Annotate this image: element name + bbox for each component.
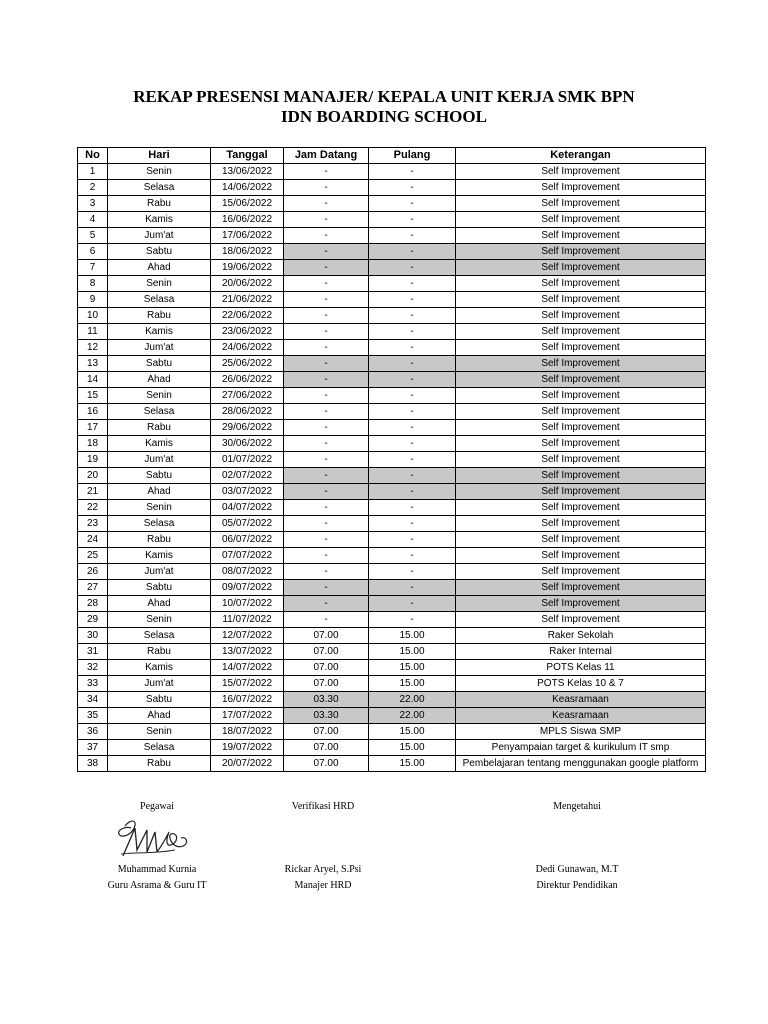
cell-no: 19 — [78, 452, 108, 468]
cell-no: 16 — [78, 404, 108, 420]
cell-keterangan: Self Improvement — [456, 468, 706, 484]
cell-pulang: - — [369, 420, 456, 436]
cell-jam-datang: - — [284, 164, 369, 180]
cell-hari: Sabtu — [108, 692, 211, 708]
cell-hari: Kamis — [108, 324, 211, 340]
cell-keterangan: Self Improvement — [456, 372, 706, 388]
cell-pulang: - — [369, 356, 456, 372]
cell-pulang: - — [369, 292, 456, 308]
cell-tanggal: 30/06/2022 — [211, 436, 284, 452]
table-row — [78, 580, 706, 596]
cell-keterangan: Penyampaian target & kurikulum IT smp — [456, 740, 706, 756]
cell-pulang: - — [369, 436, 456, 452]
cell-pulang: - — [369, 500, 456, 516]
table-row — [78, 660, 706, 676]
cell-hari: Jum'at — [108, 676, 211, 692]
cell-jam-datang: - — [284, 468, 369, 484]
cell-no: 13 — [78, 356, 108, 372]
cell-jam-datang: - — [284, 404, 369, 420]
cell-jam-datang: - — [284, 340, 369, 356]
cell-no: 3 — [78, 196, 108, 212]
cell-jam-datang: - — [284, 324, 369, 340]
signature-name: Dedi Gunawan, M.T — [535, 864, 619, 875]
cell-hari: Sabtu — [108, 468, 211, 484]
table-row — [78, 516, 706, 532]
cell-no: 26 — [78, 564, 108, 580]
cell-tanggal: 18/07/2022 — [211, 724, 284, 740]
cell-pulang: - — [369, 484, 456, 500]
cell-hari: Sabtu — [108, 356, 211, 372]
cell-jam-datang: - — [284, 244, 369, 260]
cell-no: 12 — [78, 340, 108, 356]
header-tanggal: Tanggal — [211, 148, 284, 164]
cell-hari: Ahad — [108, 260, 211, 276]
table-row — [78, 676, 706, 692]
cell-pulang: - — [369, 532, 456, 548]
cell-pulang: - — [369, 372, 456, 388]
cell-tanggal: 09/07/2022 — [211, 580, 284, 596]
cell-hari: Senin — [108, 276, 211, 292]
cell-no: 9 — [78, 292, 108, 308]
cell-no: 23 — [78, 516, 108, 532]
signature-role: Manajer HRD — [294, 880, 352, 891]
cell-hari: Kamis — [108, 212, 211, 228]
cell-jam-datang: - — [284, 532, 369, 548]
table-row — [78, 164, 706, 180]
cell-pulang: 15.00 — [369, 644, 456, 660]
cell-tanggal: 10/07/2022 — [211, 596, 284, 612]
cell-jam-datang: - — [284, 372, 369, 388]
cell-tanggal: 13/06/2022 — [211, 164, 284, 180]
cell-pulang: - — [369, 388, 456, 404]
cell-pulang: - — [369, 564, 456, 580]
header-pulang: Pulang — [369, 148, 456, 164]
cell-tanggal: 04/07/2022 — [211, 500, 284, 516]
cell-pulang: - — [369, 212, 456, 228]
cell-jam-datang: 07.00 — [284, 660, 369, 676]
cell-hari: Senin — [108, 612, 211, 628]
cell-pulang: 22.00 — [369, 708, 456, 724]
cell-tanggal: 05/07/2022 — [211, 516, 284, 532]
cell-no: 15 — [78, 388, 108, 404]
cell-keterangan: Self Improvement — [456, 580, 706, 596]
cell-hari: Rabu — [108, 196, 211, 212]
cell-tanggal: 08/07/2022 — [211, 564, 284, 580]
cell-jam-datang: - — [284, 212, 369, 228]
cell-keterangan: Self Improvement — [456, 564, 706, 580]
cell-no: 24 — [78, 532, 108, 548]
cell-hari: Sabtu — [108, 580, 211, 596]
signature-role: Direktur Pendidikan — [536, 880, 618, 891]
cell-hari: Senin — [108, 164, 211, 180]
cell-pulang: 15.00 — [369, 740, 456, 756]
table-row — [78, 324, 706, 340]
table-row — [78, 372, 706, 388]
cell-tanggal: 14/06/2022 — [211, 180, 284, 196]
cell-pulang: - — [369, 596, 456, 612]
cell-tanggal: 18/06/2022 — [211, 244, 284, 260]
cell-jam-datang: - — [284, 596, 369, 612]
cell-pulang: - — [369, 612, 456, 628]
cell-keterangan: Self Improvement — [456, 596, 706, 612]
cell-no: 22 — [78, 500, 108, 516]
cell-keterangan: Self Improvement — [456, 532, 706, 548]
table-row — [78, 420, 706, 436]
cell-keterangan: Self Improvement — [456, 404, 706, 420]
attendance-table — [77, 147, 706, 772]
cell-hari: Senin — [108, 388, 211, 404]
cell-keterangan: Raker Internal — [456, 644, 706, 660]
cell-tanggal: 06/07/2022 — [211, 532, 284, 548]
cell-keterangan: MPLS Siswa SMP — [456, 724, 706, 740]
cell-pulang: - — [369, 452, 456, 468]
cell-pulang: - — [369, 276, 456, 292]
cell-no: 17 — [78, 420, 108, 436]
cell-jam-datang: - — [284, 564, 369, 580]
cell-jam-datang: - — [284, 180, 369, 196]
table-header-row — [78, 148, 706, 164]
cell-keterangan: Keasramaan — [456, 692, 706, 708]
cell-hari: Selasa — [108, 516, 211, 532]
cell-tanggal: 20/06/2022 — [211, 276, 284, 292]
cell-pulang: - — [369, 196, 456, 212]
document-subtitle: IDN BOARDING SCHOOL — [281, 107, 487, 126]
cell-tanggal: 29/06/2022 — [211, 420, 284, 436]
cell-no: 25 — [78, 548, 108, 564]
signature-block-mengetahui — [487, 799, 667, 899]
cell-pulang: - — [369, 180, 456, 196]
table-row — [78, 340, 706, 356]
cell-keterangan: Self Improvement — [456, 260, 706, 276]
cell-keterangan: Self Improvement — [456, 436, 706, 452]
cell-tanggal: 21/06/2022 — [211, 292, 284, 308]
signature-block-pegawai — [67, 799, 247, 899]
cell-tanggal: 03/07/2022 — [211, 484, 284, 500]
cell-hari: Jum'at — [108, 228, 211, 244]
header-jam-datang: Jam Datang — [284, 148, 369, 164]
cell-jam-datang: 07.00 — [284, 676, 369, 692]
table-row — [78, 548, 706, 564]
cell-tanggal: 01/07/2022 — [211, 452, 284, 468]
cell-hari: Senin — [108, 500, 211, 516]
cell-tanggal: 17/07/2022 — [211, 708, 284, 724]
cell-hari: Jum'at — [108, 452, 211, 468]
cell-tanggal: 25/06/2022 — [211, 356, 284, 372]
cell-no: 1 — [78, 164, 108, 180]
cell-pulang: - — [369, 548, 456, 564]
cell-jam-datang: - — [284, 292, 369, 308]
cell-keterangan: Self Improvement — [456, 484, 706, 500]
cell-jam-datang: - — [284, 356, 369, 372]
table-row — [78, 212, 706, 228]
table-row — [78, 228, 706, 244]
table-row — [78, 596, 706, 612]
table-row — [78, 756, 706, 772]
cell-keterangan: Self Improvement — [456, 164, 706, 180]
cell-keterangan: Self Improvement — [456, 500, 706, 516]
cell-tanggal: 15/07/2022 — [211, 676, 284, 692]
cell-tanggal: 02/07/2022 — [211, 468, 284, 484]
cell-jam-datang: 07.00 — [284, 740, 369, 756]
table-body — [78, 164, 706, 772]
cell-keterangan: Raker Sekolah — [456, 628, 706, 644]
table-row — [78, 692, 706, 708]
cell-jam-datang: - — [284, 580, 369, 596]
cell-tanggal: 16/06/2022 — [211, 212, 284, 228]
cell-hari: Selasa — [108, 404, 211, 420]
header-hari: Hari — [108, 148, 211, 164]
cell-pulang: 15.00 — [369, 676, 456, 692]
table-row — [78, 532, 706, 548]
cell-hari: Rabu — [108, 532, 211, 548]
cell-keterangan: Self Improvement — [456, 420, 706, 436]
cell-no: 28 — [78, 596, 108, 612]
cell-no: 36 — [78, 724, 108, 740]
cell-tanggal: 15/06/2022 — [211, 196, 284, 212]
cell-pulang: - — [369, 468, 456, 484]
cell-hari: Selasa — [108, 740, 211, 756]
cell-jam-datang: - — [284, 228, 369, 244]
cell-hari: Jum'at — [108, 340, 211, 356]
cell-tanggal: 07/07/2022 — [211, 548, 284, 564]
cell-no: 30 — [78, 628, 108, 644]
cell-pulang: - — [369, 164, 456, 180]
cell-hari: Selasa — [108, 292, 211, 308]
cell-pulang: - — [369, 516, 456, 532]
cell-pulang: - — [369, 580, 456, 596]
table-row — [78, 356, 706, 372]
cell-jam-datang: - — [284, 260, 369, 276]
signature-label: Verifikasi HRD — [291, 801, 355, 812]
cell-pulang: 22.00 — [369, 692, 456, 708]
cell-keterangan: Self Improvement — [456, 292, 706, 308]
table-row — [78, 452, 706, 468]
cell-keterangan: Keasramaan — [456, 708, 706, 724]
cell-jam-datang: - — [284, 420, 369, 436]
signature-name: Rickar Aryel, S.Psi — [284, 864, 362, 875]
cell-tanggal: 20/07/2022 — [211, 756, 284, 772]
table-row — [78, 628, 706, 644]
signature-role: Guru Asrama & Guru IT — [107, 880, 207, 891]
cell-keterangan: POTS Kelas 10 & 7 — [456, 676, 706, 692]
cell-keterangan: Self Improvement — [456, 180, 706, 196]
table-row — [78, 308, 706, 324]
table-row — [78, 260, 706, 276]
cell-jam-datang: 07.00 — [284, 644, 369, 660]
cell-pulang: - — [369, 308, 456, 324]
cell-hari: Kamis — [108, 548, 211, 564]
cell-hari: Rabu — [108, 644, 211, 660]
cell-keterangan: Self Improvement — [456, 516, 706, 532]
cell-hari: Ahad — [108, 708, 211, 724]
header-keterangan: Keterangan — [456, 148, 706, 164]
cell-pulang: 15.00 — [369, 628, 456, 644]
cell-pulang: 15.00 — [369, 756, 456, 772]
cell-tanggal: 24/06/2022 — [211, 340, 284, 356]
table-row — [78, 276, 706, 292]
cell-keterangan: Self Improvement — [456, 356, 706, 372]
cell-keterangan: Self Improvement — [456, 308, 706, 324]
cell-hari: Kamis — [108, 436, 211, 452]
table-row — [78, 644, 706, 660]
cell-tanggal: 17/06/2022 — [211, 228, 284, 244]
cell-tanggal: 23/06/2022 — [211, 324, 284, 340]
cell-jam-datang: - — [284, 548, 369, 564]
cell-no: 37 — [78, 740, 108, 756]
cell-tanggal: 14/07/2022 — [211, 660, 284, 676]
signature-label: Pegawai — [140, 801, 174, 812]
cell-no: 5 — [78, 228, 108, 244]
table-row — [78, 244, 706, 260]
cell-no: 7 — [78, 260, 108, 276]
cell-tanggal: 26/06/2022 — [211, 372, 284, 388]
table-row — [78, 388, 706, 404]
cell-pulang: - — [369, 260, 456, 276]
cell-jam-datang: - — [284, 308, 369, 324]
cell-pulang: - — [369, 340, 456, 356]
cell-pulang: - — [369, 228, 456, 244]
signature-name: Muhammad Kurnia — [117, 864, 197, 875]
cell-keterangan: Self Improvement — [456, 228, 706, 244]
cell-no: 21 — [78, 484, 108, 500]
cell-jam-datang: 07.00 — [284, 756, 369, 772]
cell-keterangan: Self Improvement — [456, 196, 706, 212]
cell-keterangan: Self Improvement — [456, 388, 706, 404]
table-row — [78, 564, 706, 580]
cell-no: 33 — [78, 676, 108, 692]
cell-hari: Ahad — [108, 372, 211, 388]
cell-no: 34 — [78, 692, 108, 708]
table-row — [78, 708, 706, 724]
cell-keterangan: Self Improvement — [456, 612, 706, 628]
table-row — [78, 292, 706, 308]
cell-keterangan: Self Improvement — [456, 324, 706, 340]
cell-no: 35 — [78, 708, 108, 724]
table-row — [78, 724, 706, 740]
cell-jam-datang: 03.30 — [284, 708, 369, 724]
table-row — [78, 404, 706, 420]
cell-hari: Rabu — [108, 756, 211, 772]
cell-pulang: - — [369, 324, 456, 340]
cell-jam-datang: - — [284, 500, 369, 516]
cell-pulang: - — [369, 244, 456, 260]
cell-tanggal: 13/07/2022 — [211, 644, 284, 660]
cell-tanggal: 19/07/2022 — [211, 740, 284, 756]
cell-hari: Selasa — [108, 628, 211, 644]
cell-hari: Rabu — [108, 308, 211, 324]
cell-jam-datang: - — [284, 196, 369, 212]
cell-pulang: - — [369, 404, 456, 420]
cell-hari: Sabtu — [108, 244, 211, 260]
cell-tanggal: 28/06/2022 — [211, 404, 284, 420]
cell-tanggal: 16/07/2022 — [211, 692, 284, 708]
cell-no: 11 — [78, 324, 108, 340]
cell-no: 18 — [78, 436, 108, 452]
cell-jam-datang: - — [284, 612, 369, 628]
cell-no: 2 — [78, 180, 108, 196]
document-title: REKAP PRESENSI MANAJER/ KEPALA UNIT KERJA SMK BPN — [133, 87, 635, 106]
cell-pulang: 15.00 — [369, 660, 456, 676]
cell-hari: Kamis — [108, 660, 211, 676]
table-row — [78, 500, 706, 516]
cell-keterangan: Pembelajaran tentang menggunakan google platform — [456, 756, 706, 772]
cell-pulang: 15.00 — [369, 724, 456, 740]
cell-tanggal: 27/06/2022 — [211, 388, 284, 404]
cell-tanggal: 19/06/2022 — [211, 260, 284, 276]
cell-hari: Selasa — [108, 180, 211, 196]
cell-no: 4 — [78, 212, 108, 228]
cell-keterangan: Self Improvement — [456, 212, 706, 228]
header-no: No — [78, 148, 108, 164]
cell-no: 20 — [78, 468, 108, 484]
table-row — [78, 484, 706, 500]
cell-hari: Ahad — [108, 484, 211, 500]
cell-keterangan: Self Improvement — [456, 276, 706, 292]
table-row — [78, 468, 706, 484]
cell-keterangan: POTS Kelas 11 — [456, 660, 706, 676]
cell-no: 38 — [78, 756, 108, 772]
cell-tanggal: 12/07/2022 — [211, 628, 284, 644]
signature-block-hrd — [233, 799, 413, 899]
table-row — [78, 436, 706, 452]
cell-hari: Rabu — [108, 420, 211, 436]
cell-no: 6 — [78, 244, 108, 260]
table-row — [78, 740, 706, 756]
cell-jam-datang: - — [284, 452, 369, 468]
cell-keterangan: Self Improvement — [456, 548, 706, 564]
cell-no: 29 — [78, 612, 108, 628]
table-row — [78, 180, 706, 196]
table-row — [78, 196, 706, 212]
cell-jam-datang: - — [284, 276, 369, 292]
cell-jam-datang: 03.30 — [284, 692, 369, 708]
cell-hari: Ahad — [108, 596, 211, 612]
cell-no: 10 — [78, 308, 108, 324]
cell-jam-datang: - — [284, 388, 369, 404]
table-row — [78, 612, 706, 628]
cell-no: 31 — [78, 644, 108, 660]
cell-no: 32 — [78, 660, 108, 676]
cell-keterangan: Self Improvement — [456, 452, 706, 468]
cell-jam-datang: 07.00 — [284, 628, 369, 644]
cell-tanggal: 11/07/2022 — [211, 612, 284, 628]
cell-jam-datang: - — [284, 436, 369, 452]
cell-hari: Jum'at — [108, 564, 211, 580]
cell-tanggal: 22/06/2022 — [211, 308, 284, 324]
cell-jam-datang: 07.00 — [284, 724, 369, 740]
cell-jam-datang: - — [284, 484, 369, 500]
cell-hari: Senin — [108, 724, 211, 740]
cell-no: 8 — [78, 276, 108, 292]
cell-no: 14 — [78, 372, 108, 388]
cell-keterangan: Self Improvement — [456, 340, 706, 356]
cell-no: 27 — [78, 580, 108, 596]
cell-jam-datang: - — [284, 516, 369, 532]
signature-label: Mengetahui — [553, 801, 601, 812]
cell-keterangan: Self Improvement — [456, 244, 706, 260]
